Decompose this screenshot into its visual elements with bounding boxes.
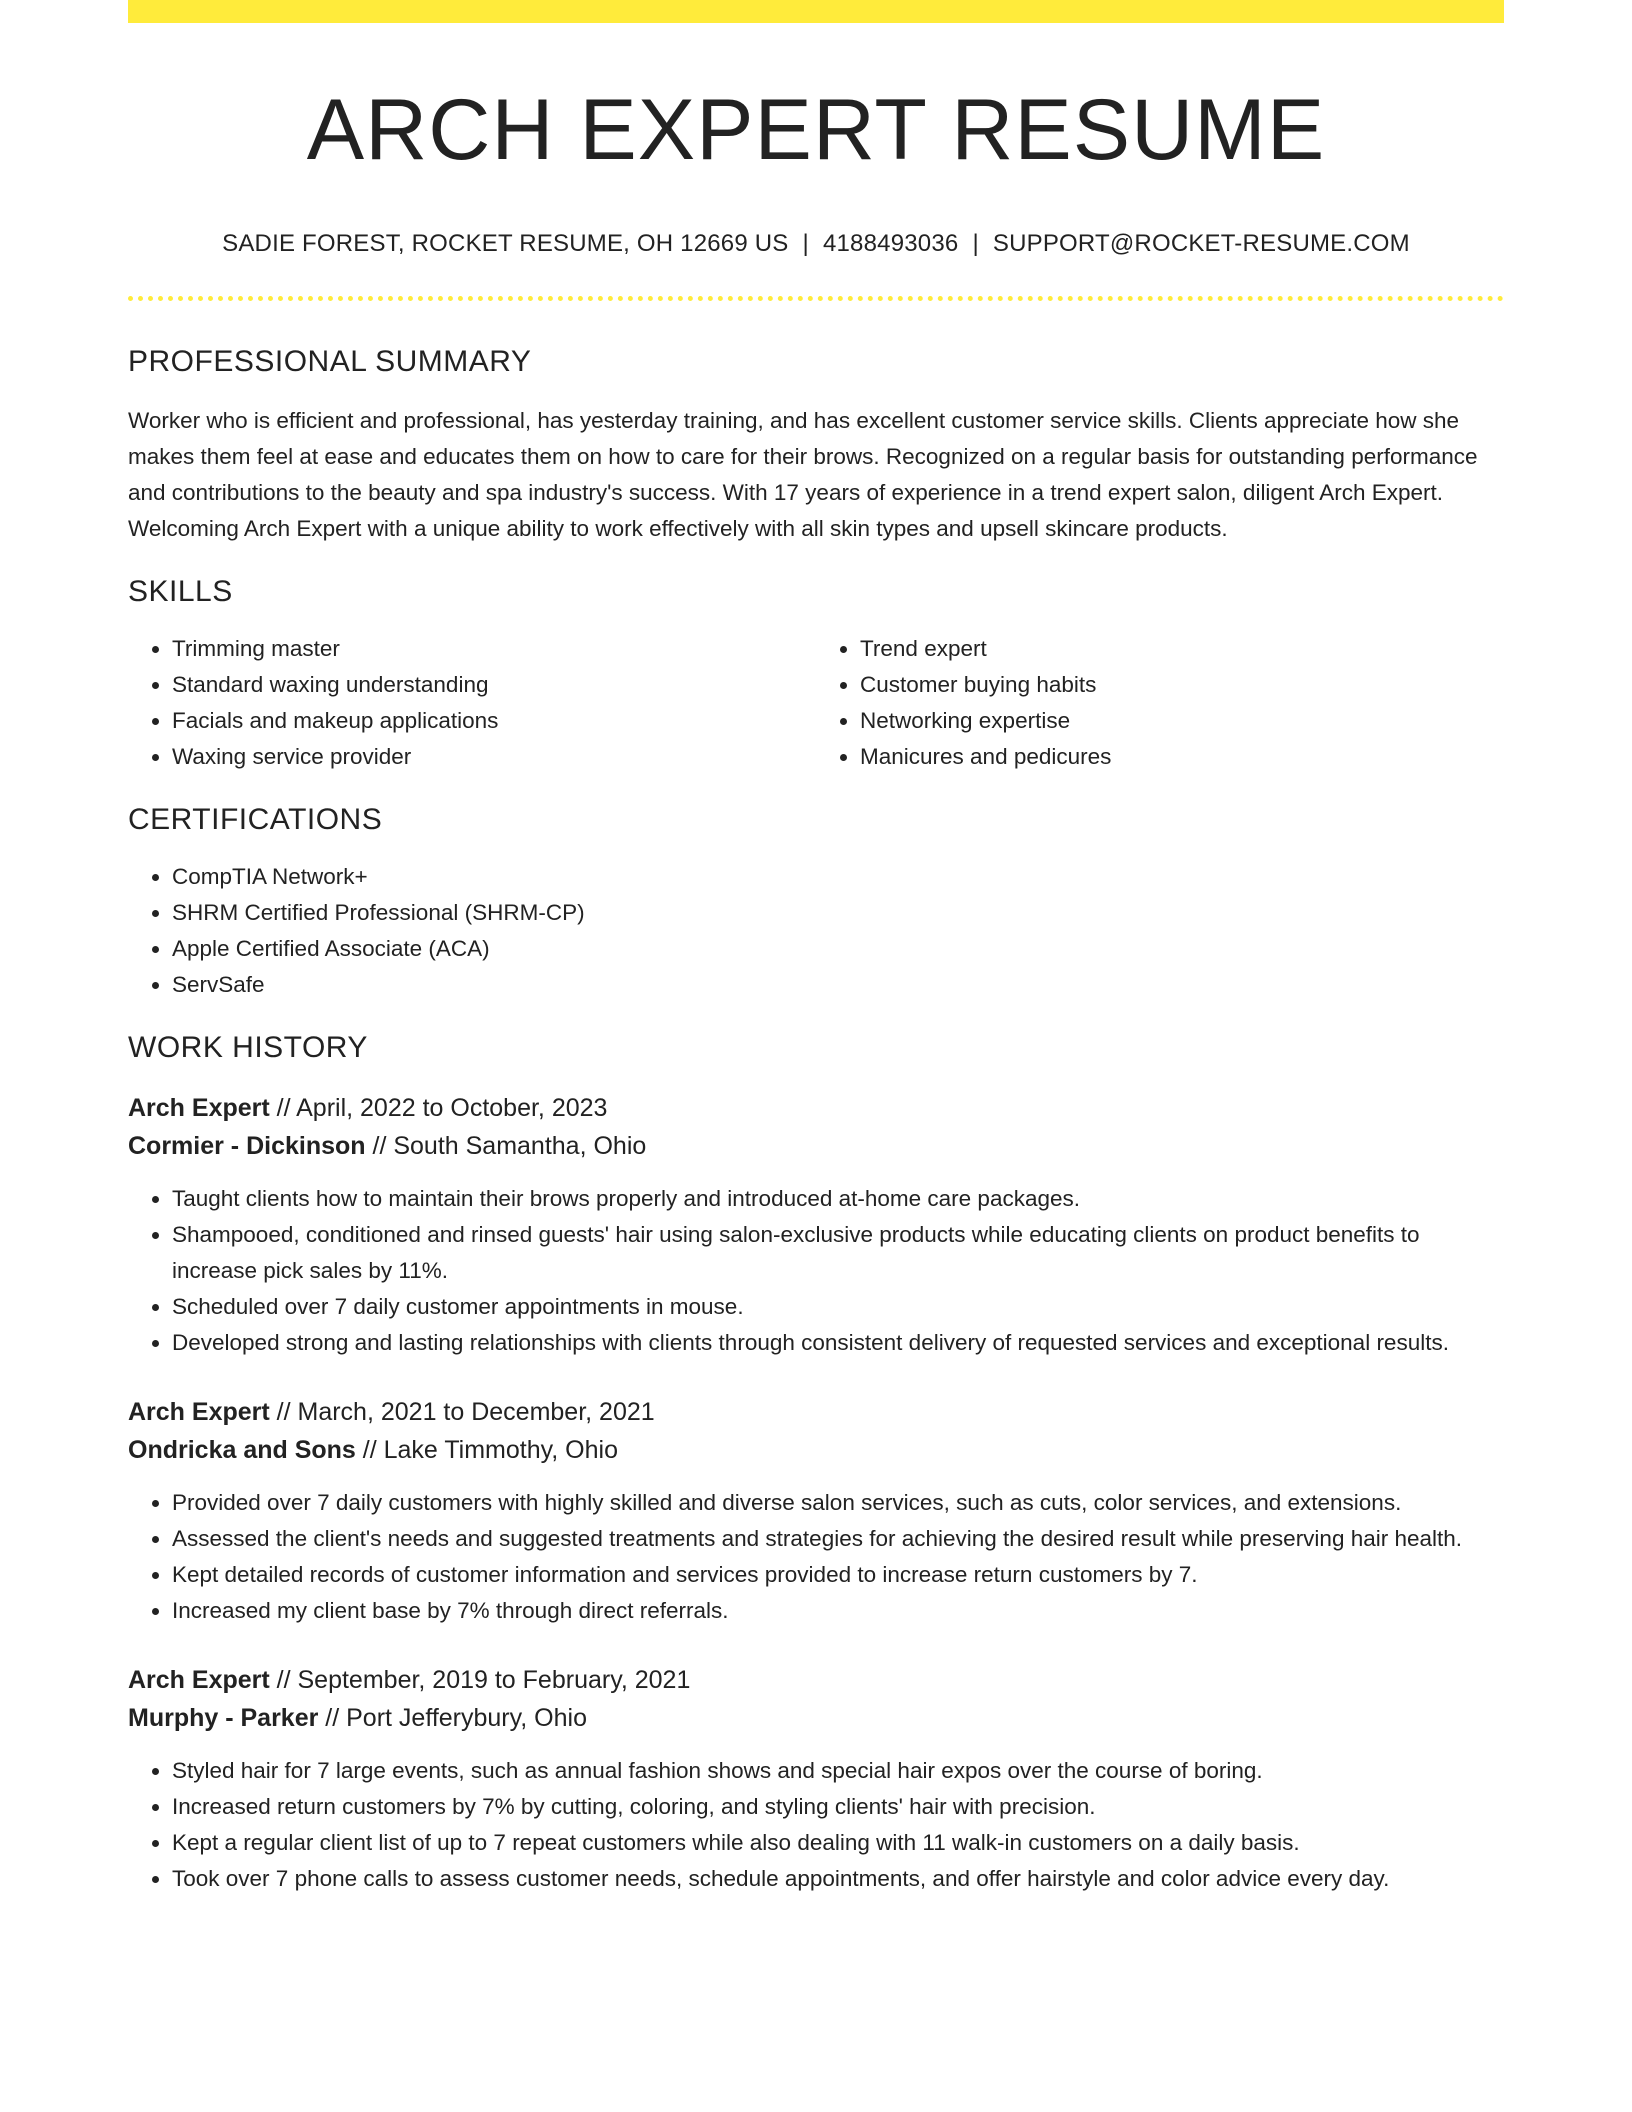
job-header [128,1089,1504,1165]
job-location: // South Samantha, Ohio [365,1131,647,1160]
job-bullet: • Increased return customers by 7% by cutting, coloring, and styling clients' hair with precision. [172,1789,1504,1825]
certification-item: • SHRM Certified Professional (SHRM-CP) [172,895,1504,931]
job-role: Arch Expert [128,1665,270,1694]
contact-line [128,230,1504,258]
skills-list-left [128,631,816,775]
certification-item: • ServSafe [172,967,1504,1003]
skills-list-right [816,631,1504,775]
job-entry [128,1393,1504,1629]
contact-separator: | [972,229,979,257]
resume-title: ARCH EXPERT RESUME [306,82,1326,178]
work-history-heading: WORK HISTORY [128,1030,368,1064]
job-bullet: • Assessed the client's needs and suggested treatments and strategies for achieving the desired result while preserving hair health. [172,1521,1504,1557]
certification-item: • Apple Certified Associate (ACA) [172,931,1504,967]
contact-phone: 4188493036 [822,229,959,257]
contact-email: SUPPORT@ROCKET-RESUME.COM [992,229,1410,257]
certification-item: • CompTIA Network+ [172,859,1504,895]
job-bullets [128,1181,1504,1361]
job-dates: // September, 2019 to February, 2021 [269,1665,691,1694]
job-role: Arch Expert [128,1093,270,1122]
job-header [128,1393,1504,1469]
job-location: // Port Jefferybury, Ohio [318,1703,587,1732]
summary-heading: PROFESSIONAL SUMMARY [128,344,532,378]
certifications-heading: CERTIFICATIONS [128,802,383,836]
job-bullets [128,1485,1504,1629]
skill-item: • Waxing service provider [172,739,816,775]
job-bullet: • Provided over 7 daily customers with highly skilled and diverse salon services, such as cuts, color services, and extensions. [172,1485,1504,1521]
job-location: // Lake Timmothy, Ohio [355,1435,618,1464]
job-header [128,1661,1504,1737]
job-dates: // April, 2022 to October, 2023 [269,1093,608,1122]
job-role: Arch Expert [128,1397,270,1426]
contact-separator: | [802,229,809,257]
skill-item: • Networking expertise [860,703,1504,739]
skill-item: • Customer buying habits [860,667,1504,703]
skills-grid [128,631,1504,775]
job-company: Murphy - Parker [128,1703,319,1732]
skill-item: • Manicures and pedicures [860,739,1504,775]
job-bullet: • Kept detailed records of customer information and services provided to increase return customers by 7. [172,1557,1504,1593]
job-entry [128,1661,1504,1897]
skill-item: • Trend expert [860,631,1504,667]
job-bullet: • Taught clients how to maintain their brows properly and introduced at-home care packages. [172,1181,1504,1217]
job-bullet: • Shampooed, conditioned and rinsed guests' hair using salon-exclusive products while educating clients on product benefits to increase pick sales by 11%. [172,1217,1504,1289]
accent-top-bar [128,0,1504,23]
job-bullets [128,1753,1504,1897]
job-dates: // March, 2021 to December, 2021 [269,1397,655,1426]
skills-heading: SKILLS [128,574,233,608]
job-bullet: • Increased my client base by 7% through direct referrals. [172,1593,1504,1629]
job-bullet: • Took over 7 phone calls to assess customer needs, schedule appointments, and offer hairstyle and color advice every day. [172,1861,1504,1897]
job-bullet: • Styled hair for 7 large events, such as annual fashion shows and special hair expos over the course of boring. [172,1753,1504,1789]
job-entry [128,1089,1504,1361]
job-bullet: • Developed strong and lasting relationships with clients through consistent delivery of requested services and exceptional results. [172,1325,1504,1361]
summary-text: Worker who is efficient and professional, has yesterday training, and has excellent customer service skills. Clients appreciate how she makes them feel at ease and educates them on how to care for their brows. Recognized on a regular basis for outstanding performance and contributions to the beauty and spa industry's success. With 17 years of experience in a trend expert salon, diligent Arch Expert. Welcoming Arch Expert with a unique ability to work effectively with all skin types and upsell skincare products. [128,407,1478,541]
job-company: Cormier - Dickinson [128,1131,366,1160]
job-bullet: • Scheduled over 7 daily customer appointments in mouse. [172,1289,1504,1325]
skill-item: • Standard waxing understanding [172,667,816,703]
resume-page [128,0,1504,1897]
skill-item: • Trimming master [172,631,816,667]
skill-item: • Facials and makeup applications [172,703,816,739]
job-company: Ondricka and Sons [128,1435,356,1464]
dotted-divider [128,296,1504,301]
certifications-list [128,859,1504,1003]
job-bullet: • Kept a regular client list of up to 7 repeat customers while also dealing with 11 walk-in customers on a daily basis. [172,1825,1504,1861]
contact-address: SADIE FOREST, ROCKET RESUME, OH 12669 US [222,229,789,257]
